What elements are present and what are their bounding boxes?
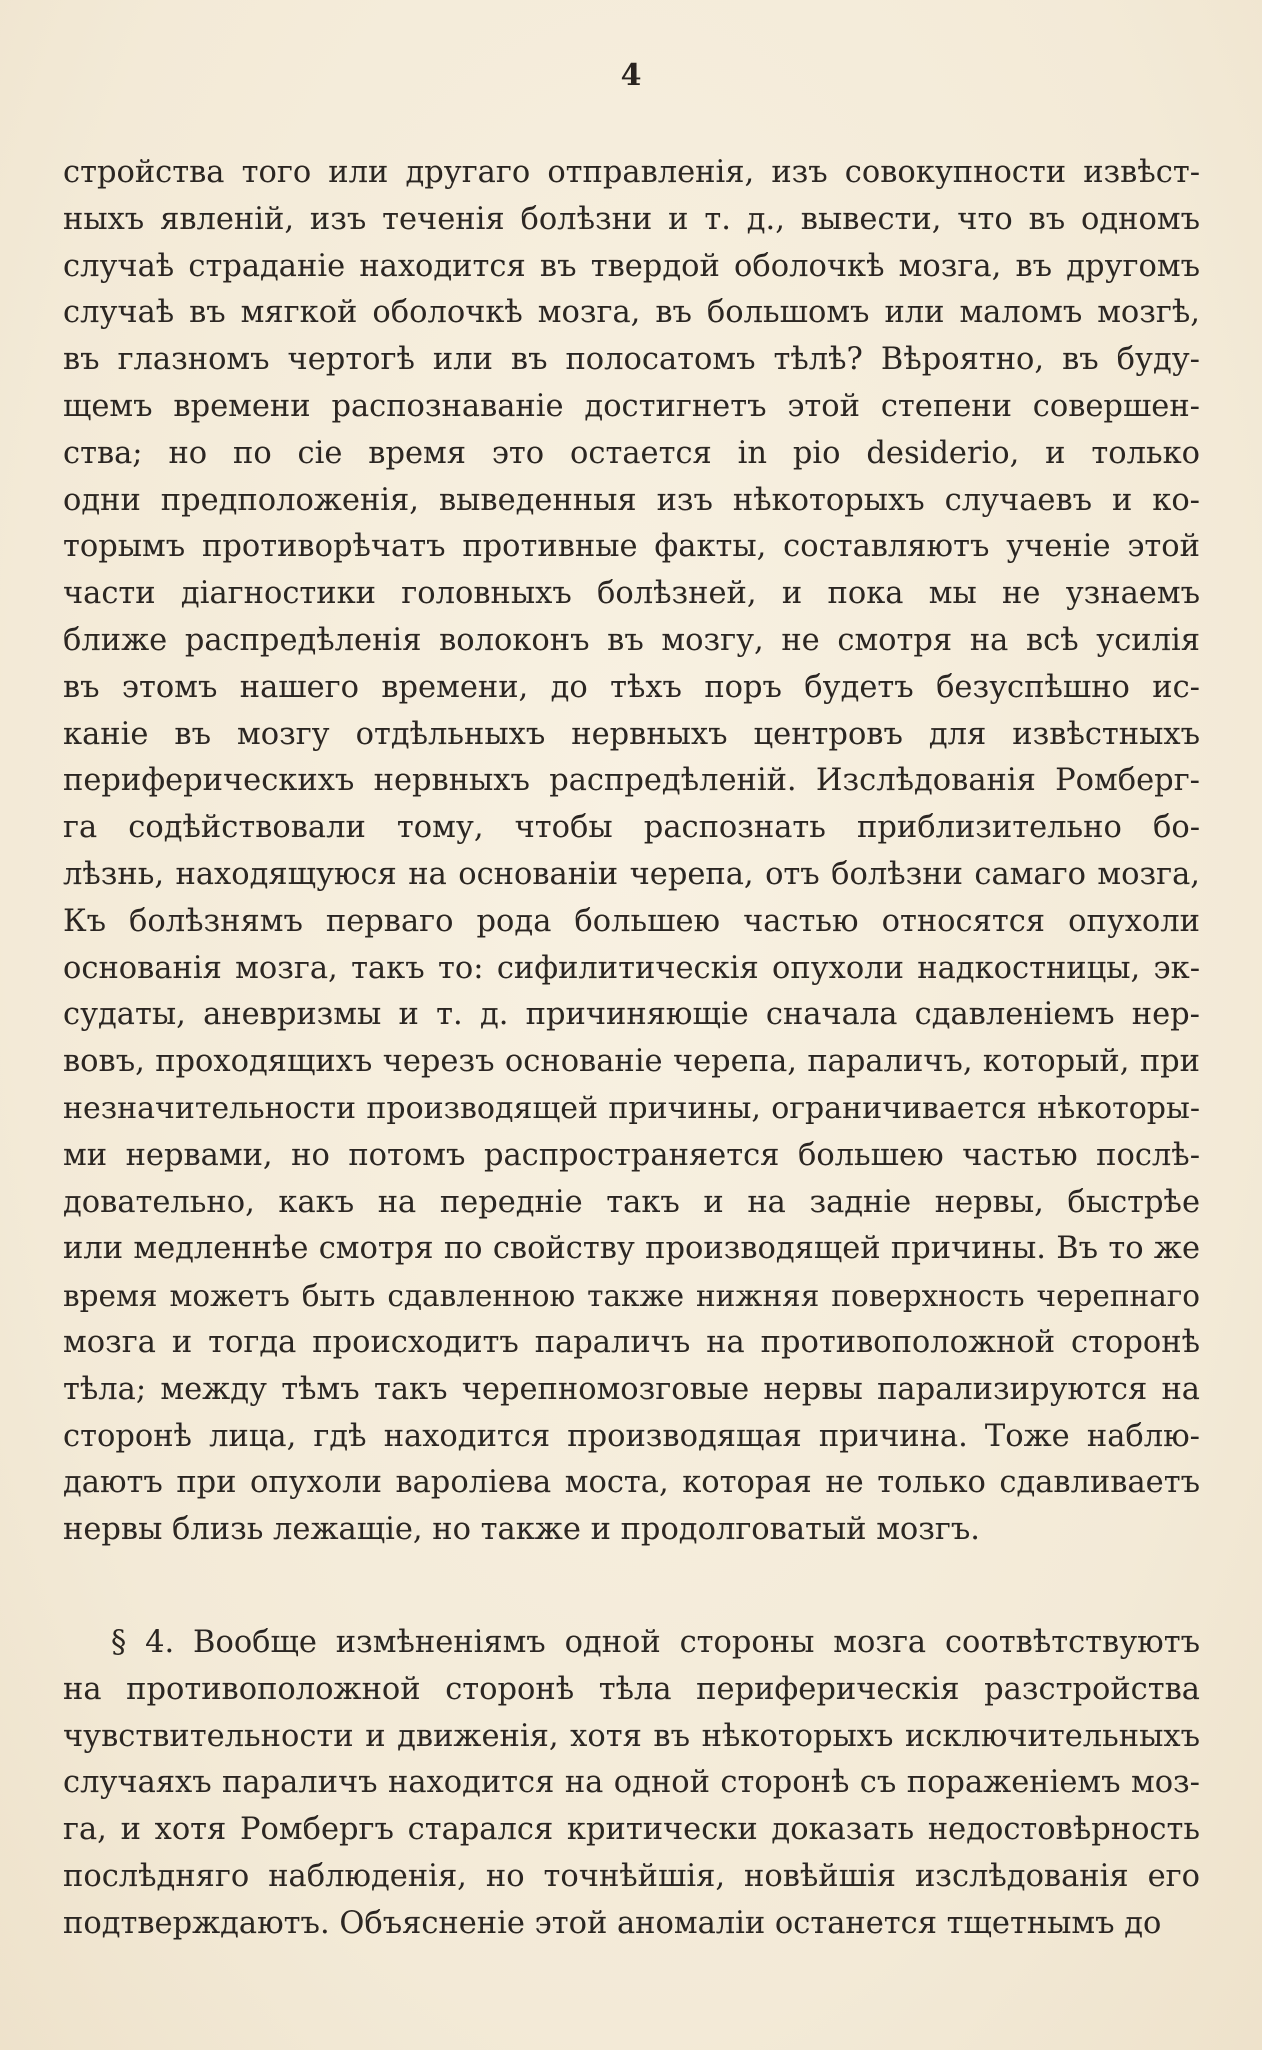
text-line: одни предположенія, выведенныя изъ нѣкоторыхъ случаевъ и ко-: [63, 482, 1200, 518]
text-line: ства; но по сіе время это остается in pio desiderio, и только: [63, 435, 1200, 471]
text-line: ныхъ явленій, изъ теченія болѣзни и т. д., вывести, что въ одномъ: [63, 201, 1200, 237]
text-line: основанія мозга, такъ то: сифилитическія опухоли надкостницы, эк-: [63, 950, 1200, 986]
text-line: въ глазномъ чертогѣ или въ полосатомъ тѣлѣ? Вѣроятно, въ буду-: [63, 342, 1200, 378]
text-line: га, и хотя Ромбергъ старался критически доказать недостовѣрность: [63, 1812, 1200, 1848]
text-line: послѣдняго наблюденія, но точнѣйшія, новѣйшія изслѣдованія его: [63, 1858, 1200, 1894]
text-line: ближе распредѣленія волоконъ въ мозгу, не смотря на всѣ усилія: [63, 622, 1200, 658]
text-line: тѣла; между тѣмъ такъ черепномозговые нервы парализируются на: [63, 1371, 1200, 1407]
text-line: ми нервами, но потомъ распространяется большею частью послѣ-: [63, 1137, 1200, 1173]
text-line: стройства того или другаго отправленія, изъ совокупности извѣст-: [63, 155, 1200, 190]
text-line: периферическихъ нервныхъ распредѣленій. Изслѣдованія Ромберг-: [63, 763, 1200, 799]
text-line: торымъ противорѣчатъ противные факты, составляютъ ученіе этой: [63, 529, 1200, 565]
text-line: на противоположной сторонѣ тѣла периферическія разстройства: [63, 1671, 1200, 1707]
text-line: лѣзнь, находящуюся на основаніи черепа, отъ болѣзни самаго мозга,: [63, 856, 1200, 892]
text-line: даютъ при опухоли вароліева моста, которая не только сдавливаетъ: [63, 1465, 1200, 1501]
text-line: части діагностики головныхъ болѣзней, и пока мы не узнаемъ: [63, 576, 1200, 612]
text-line: довательно, какъ на передніе такъ и на задніе нервы, быстрѣе: [63, 1184, 1200, 1220]
text-line: случаѣ страданіе находится въ твердой оболочкѣ мозга, въ другомъ: [63, 248, 1200, 284]
paragraph-2: [63, 1620, 1200, 1948]
text-line: вовъ, проходящихъ черезъ основаніе черепа, параличъ, который, при: [63, 1044, 1200, 1080]
text-line: судаты, аневризмы и т. д. причиняющіе сначала сдавленіемъ нер-: [63, 997, 1200, 1033]
text-line: въ этомъ нашего времени, до тѣхъ поръ будетъ безуспѣшно ис-: [63, 669, 1200, 705]
text-line: незначительности производящей причины, ограничивается нѣкоторы-: [63, 1090, 1200, 1126]
text-line: § 4. Вообще измѣненіямъ одной стороны мозга соотвѣтствуютъ: [111, 1625, 1200, 1660]
text-line: мозга и тогда происходитъ параличъ на противоположной сторонѣ: [63, 1324, 1200, 1360]
text-line: чувствительности и движенія, хотя въ нѣкоторыхъ исключительныхъ: [63, 1718, 1200, 1754]
text-line: или медленнѣе смотря по свойству производящей причины. Въ то же: [63, 1231, 1200, 1267]
text-line: подтверждаютъ. Объясненіе этой аномаліи останется тщетнымъ до: [63, 1905, 1162, 1941]
text-line: сторонѣ лица, гдѣ находится производящая причина. Тоже наблю-: [63, 1418, 1200, 1454]
text-line: щемъ времени распознаваніе достигнетъ этой степени совершен-: [63, 388, 1200, 424]
text-line: Къ болѣзнямъ перваго рода большею частью относятся опухоли: [63, 903, 1200, 939]
text-line: время можетъ быть сдавленною также нижняя поверхность черепнаго: [63, 1279, 1200, 1314]
text-line: случаѣ въ мягкой оболочкѣ мозга, въ большомъ или маломъ мозгѣ,: [63, 295, 1200, 331]
text-line: каніе въ мозгу отдѣльныхъ нервныхъ центровъ для извѣстныхъ: [63, 716, 1200, 752]
text-line: случаяхъ параличъ находится на одной сторонѣ съ пораженіемъ моз-: [63, 1765, 1200, 1801]
paragraph-1: [63, 150, 1200, 1554]
page-number: 4: [620, 58, 642, 93]
text-line: га содѣйствовали тому, чтобы распознать приблизительно бо-: [63, 810, 1200, 846]
text-line: нервы близь лежащіе, но также и продолговатый мозгъ.: [63, 1512, 980, 1548]
